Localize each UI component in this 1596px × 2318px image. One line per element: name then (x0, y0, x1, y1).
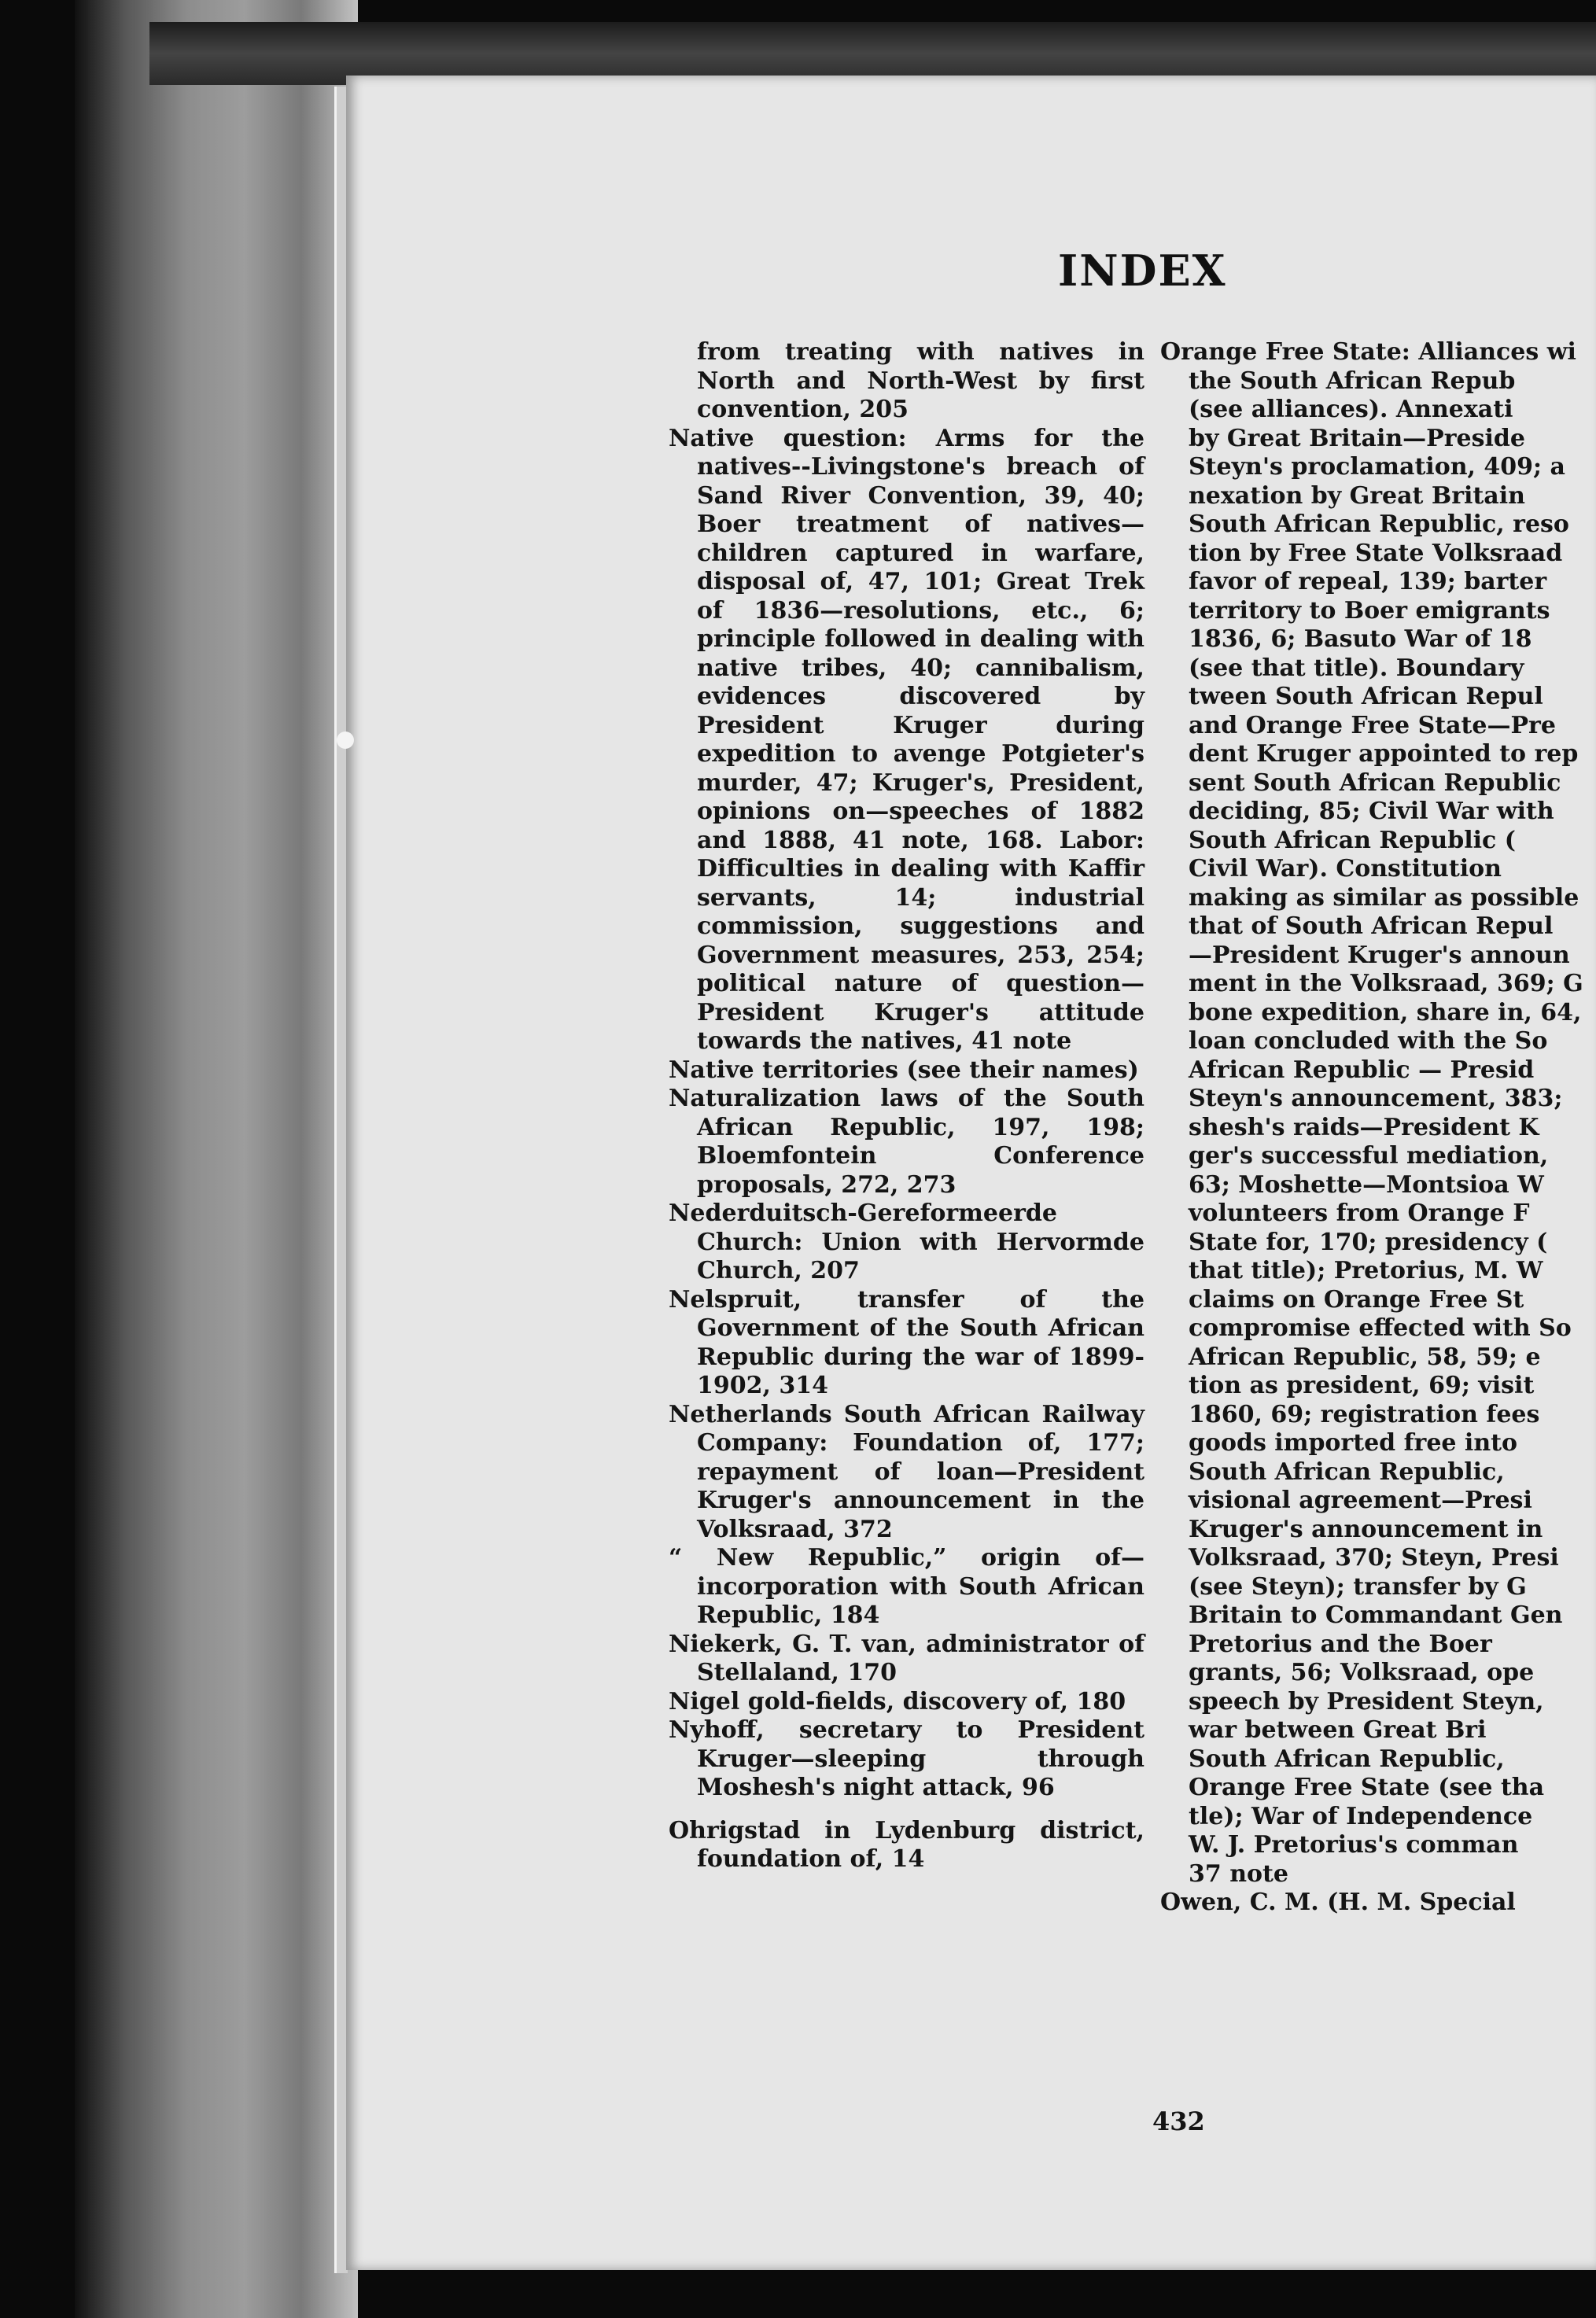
index-line: Civil War). Constitution (1189, 855, 1502, 883)
index-line: South African Republic, reso (1189, 510, 1569, 538)
index-line: —President Kruger's announ (1189, 941, 1570, 969)
index-line: African Republic, 58, 59; e (1189, 1343, 1541, 1371)
index-line: making as similar as possible (1189, 883, 1579, 912)
index-line: Steyn's announcement, 383; (1189, 1085, 1563, 1112)
index-line: favor of repeal, 139; barter (1189, 568, 1547, 595)
index-line: 1860, 69; registration fees (1189, 1400, 1540, 1428)
index-entry: Nelspruit, transfer of the Government of the South African Republic during the war of 1899-1902, 314 (669, 1285, 1144, 1399)
index-line: State for, 170; presidency ( (1189, 1228, 1548, 1256)
index-line: that title); Pretorius, M. W (1189, 1257, 1543, 1284)
index-line: compromise effected with So (1189, 1314, 1572, 1342)
index-line: Owen, C. M. (H. M. Special (1160, 1889, 1516, 1916)
index-entry: Niekerk, G. T. van, administrator of Stellaland, 170 (669, 1630, 1144, 1686)
index-line: Kruger's announcement in (1189, 1515, 1543, 1543)
index-line: ment in the Volksraad, 369; G (1189, 970, 1583, 997)
index-line: bone expedition, share in, 64, (1189, 998, 1582, 1026)
index-line: speech by President Steyn, (1189, 1687, 1544, 1715)
index-line: and Orange Free State—Pre (1189, 711, 1556, 739)
index-line: territory to Boer emigrants (1189, 596, 1550, 625)
index-line: W. J. Pretorius's comman (1189, 1831, 1519, 1859)
index-entry: Nederduitsch-Gereformeerde Church: Union with Hervormde Church, 207 (669, 1200, 1144, 1284)
page-title: INDEX (1058, 245, 1227, 296)
index-line: tle); War of Independence (1189, 1802, 1533, 1830)
index-line: South African Republic, (1189, 1458, 1505, 1486)
index-line: (see Steyn); transfer by G (1189, 1572, 1527, 1601)
index-line: Orange Free State: Alliances wi (1160, 338, 1576, 366)
index-column-left (669, 338, 1144, 1874)
index-line: (see that title). Boundary (1189, 654, 1524, 682)
index-line: tion by Free State Volksraad (1189, 539, 1563, 567)
index-line: dent Kruger appointed to rep (1189, 740, 1579, 768)
index-line: grants, 56; Volksraad, ope (1189, 1659, 1535, 1686)
index-line: visional agreement—Presi (1189, 1487, 1532, 1514)
index-line: that of South African Repul (1189, 912, 1554, 940)
index-line: tween South African Repul (1189, 683, 1543, 710)
index-line: 1836, 6; Basuto War of 18 (1189, 625, 1532, 653)
index-line: ger's successful mediation, (1189, 1142, 1549, 1170)
index-line: Orange Free State (see tha (1189, 1774, 1545, 1801)
index-line: South African Republic ( (1189, 826, 1516, 854)
index-line: South African Republic, (1189, 1745, 1505, 1773)
index-line: tion as president, 69; visit (1189, 1372, 1535, 1399)
index-line: the South African Repub (1189, 367, 1516, 395)
index-entry: “ New Republic,” origin of—incorporation with South African Republic, 184 (669, 1544, 1144, 1629)
index-line: African Republic — Presid (1189, 1056, 1535, 1084)
index-line: shesh's raids—President K (1189, 1113, 1539, 1141)
book-spine-edge (75, 0, 358, 2318)
index-line: claims on Orange Free St (1189, 1285, 1524, 1314)
index-line: war between Great Bri (1189, 1716, 1487, 1744)
index-line: deciding, 85; Civil War with (1189, 798, 1554, 825)
index-entry: Ohrigstad in Lydenburg district, foundation of, 14 (669, 1816, 1144, 1873)
index-entry: Netherlands South African Railway Company: Foundation of, 177; repayment of loan—President Kruger's announcement in the Volksraad, 372 (669, 1400, 1144, 1543)
index-line: loan concluded with the So (1189, 1027, 1548, 1055)
page-number: 432 (1152, 2106, 1205, 2136)
index-line: volunteers from Orange F (1189, 1200, 1530, 1227)
index-line: Volksraad, 370; Steyn, Presi (1189, 1544, 1559, 1572)
index-entry: Naturalization laws of the South African Republic, 197, 198; Bloemfontein Conference proposals, 272, 273 (669, 1085, 1144, 1199)
index-entry: Nyhoff, secretary to President Kruger—sleeping through Moshesh's night attack, 96 (669, 1716, 1144, 1801)
index-entry: from treating with natives in North and North-West by first convention, 205 (697, 338, 1144, 423)
index-entry: Native territories (see their names) (669, 1056, 1139, 1084)
index-line: 63; Moshette—Montsioa W (1189, 1170, 1544, 1199)
index-line: sent South African Republic (1189, 768, 1561, 797)
index-line: Britain to Commandant Gen (1189, 1601, 1563, 1629)
index-line: nexation by Great Britain (1189, 481, 1525, 510)
index-line: (see alliances). Annexati (1189, 396, 1513, 423)
index-line: 37 note (1189, 1859, 1288, 1888)
index-line: goods imported free into (1189, 1429, 1518, 1457)
index-line: Pretorius and the Boer (1189, 1630, 1492, 1658)
index-entry: Nigel gold-fields, discovery of, 180 (669, 1687, 1126, 1715)
index-line: by Great Britain—Preside (1189, 424, 1525, 452)
index-column-right (1160, 338, 1585, 2045)
index-line: Steyn's proclamation, 409; a (1189, 453, 1565, 481)
margin-mark (337, 732, 354, 749)
index-entry: Native question: Arms for the natives--Livingstone's breach of Sand River Convention, 39, 40; Boer treatment of natives—children captured in warfare, disposal of, 47, 101; Great Trek of 1836—resolutions, etc., 6; principle followed in dealing with native tribes, 40; cannibalism, evidences discovered by President Kruger during expedition to avenge Potgieter's murder, 47; Kruger's, President, opinions on—speeches of 1882 and 1888, 41 note, 168. Labor: Difficulties in dealing with Kaffir servants, 14; industrial commission, suggestions and Government measures, 253, 254; political nature of question—President Kruger's attitude towards the natives, 41 note (669, 424, 1144, 1055)
